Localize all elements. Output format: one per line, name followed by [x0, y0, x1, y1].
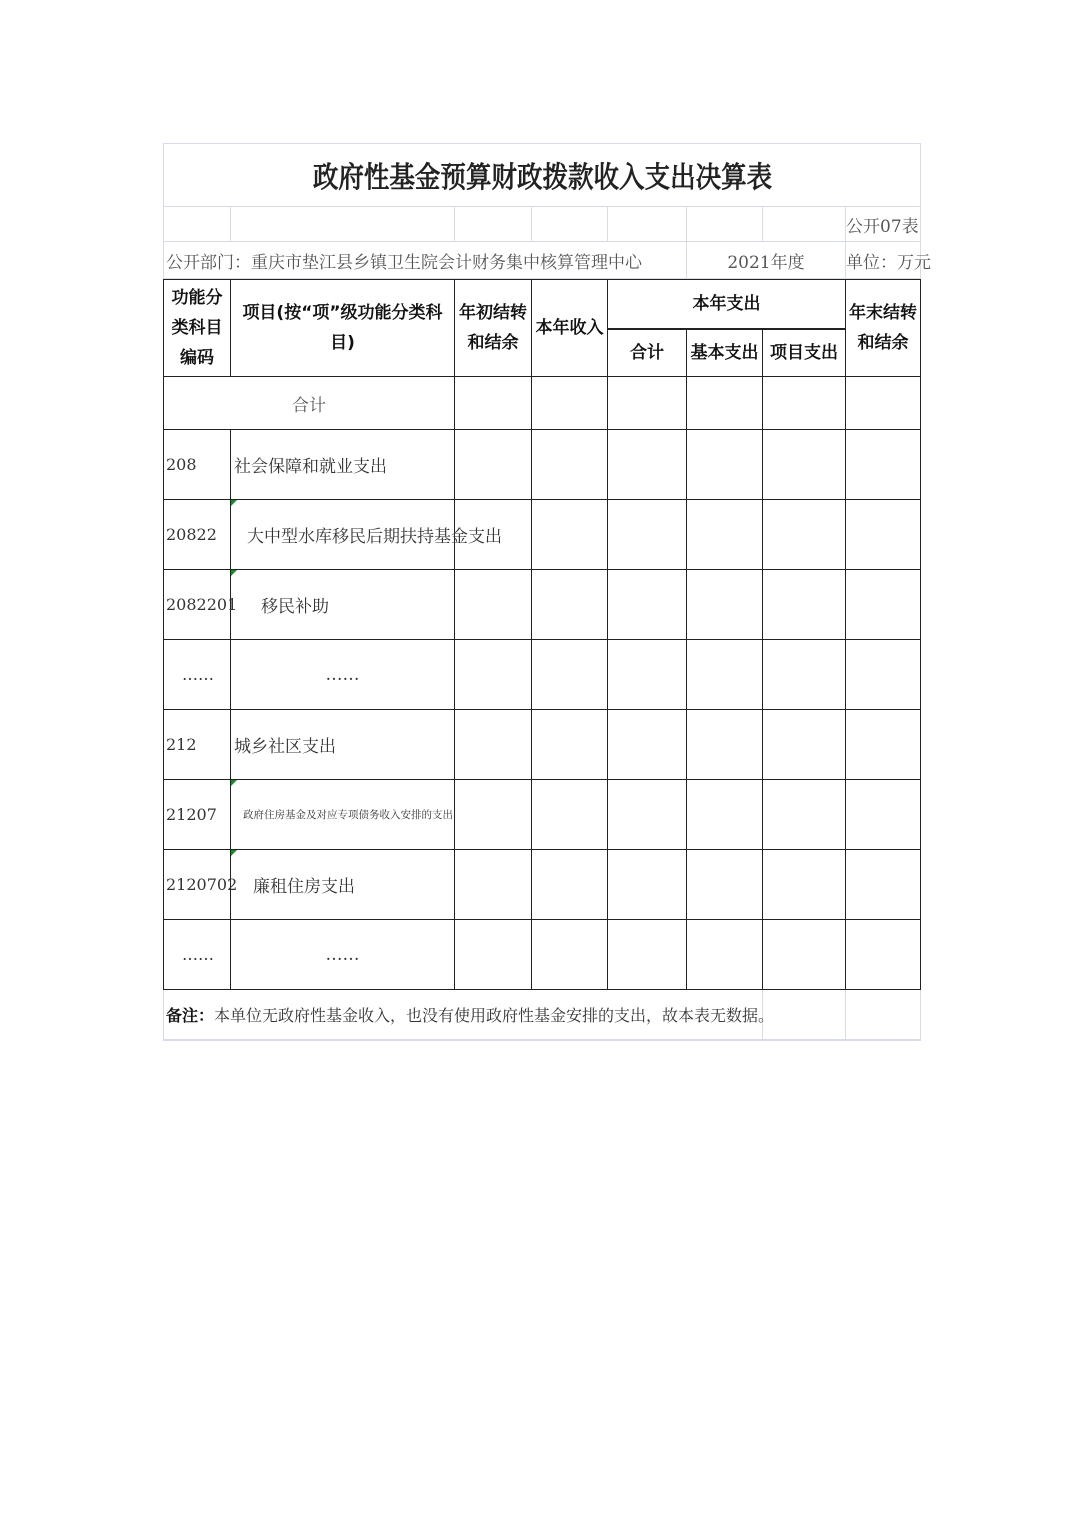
value-cell — [687, 377, 763, 430]
row-code: …… — [164, 920, 231, 990]
value-cell — [608, 640, 687, 710]
note — [164, 990, 775, 1040]
value-cell — [687, 710, 763, 780]
header-exp-total: 合计 — [608, 329, 687, 377]
header-expenditure: 本年支出 — [608, 280, 846, 329]
value-cell — [608, 850, 687, 920]
value-cell — [608, 500, 687, 570]
value-cell — [763, 570, 846, 640]
unit-label: 单位：万元 — [846, 242, 921, 279]
total-label: 合计 — [164, 377, 455, 430]
value-cell — [608, 920, 687, 990]
row-code: 2082201 — [164, 570, 231, 640]
note-text: 本单位无政府性基金收入，也没有使用政府性基金安排的支出，故本表无数据。 — [214, 1006, 775, 1025]
note-label: 备注： — [166, 1006, 215, 1025]
value-cell — [687, 430, 763, 500]
value-cell — [608, 570, 687, 640]
row-item — [231, 500, 502, 570]
value-cell — [763, 920, 846, 990]
value-cell — [846, 920, 921, 990]
row-code: 212 — [164, 710, 231, 780]
blank-cell — [532, 207, 608, 242]
value-cell — [846, 640, 921, 710]
row-item — [231, 570, 455, 640]
table-row — [164, 430, 921, 500]
value-cell — [846, 570, 921, 640]
comment-marker — [231, 780, 237, 786]
value-cell — [846, 377, 921, 430]
value-cell — [455, 850, 532, 920]
header-income: 本年收入 — [532, 280, 608, 377]
note-table — [163, 990, 921, 1041]
value-cell — [846, 850, 921, 920]
header-exp-project: 项目支出 — [763, 329, 846, 377]
value-cell — [846, 780, 921, 850]
blank-cell — [455, 207, 532, 242]
value-cell — [687, 850, 763, 920]
value-cell — [763, 377, 846, 430]
value-cell — [846, 500, 921, 570]
row-code: …… — [164, 640, 231, 710]
header-opening-balance: 年初结转和结余 — [455, 280, 532, 377]
table-row — [164, 500, 921, 570]
header-code: 功能分类科目编码 — [164, 280, 231, 377]
blank-cell — [231, 207, 455, 242]
value-cell — [532, 377, 608, 430]
row-item — [231, 850, 455, 920]
comment-marker — [231, 500, 237, 506]
value-cell — [608, 710, 687, 780]
table-number: 公开07表 — [846, 207, 921, 242]
report-header — [163, 143, 931, 279]
value-cell — [455, 780, 532, 850]
blank-cell — [763, 990, 846, 1040]
value-cell — [455, 640, 532, 710]
value-cell — [763, 850, 846, 920]
report-sheet — [163, 143, 931, 1041]
value-cell — [608, 377, 687, 430]
value-cell — [687, 500, 763, 570]
row-code: 208 — [164, 430, 231, 500]
value-cell — [763, 500, 846, 570]
value-cell — [532, 850, 608, 920]
value-cell — [532, 640, 608, 710]
row-item: 城乡社区支出 — [231, 710, 455, 780]
value-cell — [846, 430, 921, 500]
value-cell — [455, 377, 532, 430]
value-cell — [687, 570, 763, 640]
row-item: …… — [231, 920, 455, 990]
header-closing-balance: 年末结转和结余 — [846, 280, 921, 377]
value-cell — [763, 640, 846, 710]
blank-cell — [608, 207, 687, 242]
row-item-text: 大中型水库移民后期扶持基金支出 — [247, 527, 502, 547]
budget-table — [163, 279, 921, 990]
report-title: 政府性基金预算财政拨款收入支出决算表 — [209, 144, 875, 207]
table-row — [164, 850, 921, 920]
header-exp-basic: 基本支出 — [687, 329, 763, 377]
value-cell — [455, 430, 532, 500]
value-cell — [532, 500, 608, 570]
blank-cell — [846, 990, 921, 1040]
row-item-text: 政府住房基金及对应专项债务收入安排的支出 — [243, 809, 453, 821]
value-cell — [532, 920, 608, 990]
row-code: 20822 — [164, 500, 231, 570]
value-cell — [455, 570, 532, 640]
table-row — [164, 570, 921, 640]
row-code: 2120702 — [164, 850, 231, 920]
row-code: 21207 — [164, 780, 231, 850]
row-item: 社会保障和就业支出 — [231, 430, 455, 500]
value-cell — [532, 570, 608, 640]
table-row — [164, 920, 921, 990]
department-label: 公开部门：重庆市垫江县乡镇卫生院会计财务集中核算管理中心 — [164, 242, 687, 279]
value-cell — [687, 920, 763, 990]
row-item — [231, 780, 455, 850]
value-cell — [687, 780, 763, 850]
row-item: …… — [231, 640, 455, 710]
value-cell — [763, 430, 846, 500]
comment-marker — [231, 850, 237, 856]
blank-cell — [763, 207, 846, 242]
value-cell — [608, 780, 687, 850]
value-cell — [846, 710, 921, 780]
row-item-text: 移民补助 — [261, 597, 329, 617]
value-cell — [455, 710, 532, 780]
value-cell — [687, 640, 763, 710]
value-cell — [532, 710, 608, 780]
fiscal-year: 2021年度 — [687, 242, 846, 279]
value-cell — [455, 920, 532, 990]
table-row — [164, 640, 921, 710]
header-item: 项目(按“项”级功能分类科目) — [231, 280, 455, 377]
value-cell — [532, 430, 608, 500]
total-row — [164, 377, 921, 430]
value-cell — [532, 780, 608, 850]
table-row — [164, 780, 921, 850]
comment-marker — [231, 570, 237, 576]
table-row — [164, 710, 921, 780]
blank-cell — [164, 207, 231, 242]
value-cell — [763, 710, 846, 780]
row-item-text: 廉租住房支出 — [253, 877, 355, 897]
blank-cell — [687, 207, 763, 242]
value-cell — [763, 780, 846, 850]
value-cell — [608, 430, 687, 500]
